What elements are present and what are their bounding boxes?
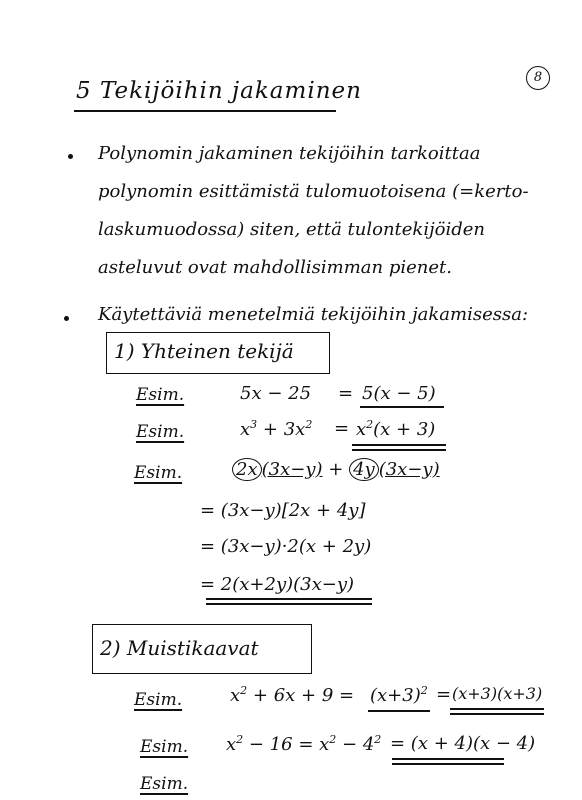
example-label: Esim. (136, 385, 185, 405)
intro-line-3: laskumuodossa) siten, että tulontekijöiden (98, 219, 486, 240)
answer-underline (206, 603, 372, 605)
ex3-step-1: = (3x−y)[2x + 4y] (200, 500, 366, 521)
answer-underline (450, 708, 544, 710)
s2-ex1-lhs: $x^2 + 6x + 9$ = (230, 684, 355, 706)
bullet-dot (68, 154, 73, 159)
common-factor-circle: 4y (349, 458, 379, 481)
title-underline (74, 110, 336, 112)
example-label: Esim. (136, 422, 185, 442)
answer-underline (368, 710, 430, 712)
answer-underline (352, 449, 446, 451)
ex3-expression: 2x (3x−y) + 4y (3x−y) (232, 458, 440, 481)
answer-underline (206, 598, 372, 600)
answer-underline (360, 406, 444, 408)
example-label: Esim. (134, 463, 183, 483)
s2-ex2-lhs: $x^2 - 16 = x^2 - 4^2$ (226, 733, 382, 755)
example-label: Esim. (140, 774, 189, 794)
page-number: 8 (526, 66, 550, 90)
ex2-equals: = (334, 418, 350, 439)
answer-underline (392, 763, 504, 765)
s2-ex1-mid: $(x+3)^2$ (370, 684, 428, 706)
intro-line-4: asteluvut ovat mahdollisimman pienet. (98, 257, 452, 278)
ex1-equals: = (338, 383, 354, 404)
section1-label: 1) Yhteinen tekijä (114, 339, 294, 363)
s2-ex1-rhs: (x+3)(x+3) (452, 684, 543, 703)
bullet-dot (64, 316, 69, 321)
intro-line-2: polynomin esittämistä tulomuotoisena (=kerto- (98, 181, 529, 202)
ex2-rhs: $x^2(x + 3)$ (356, 418, 436, 440)
page-title: 5 Tekijöihin jakaminen (76, 78, 362, 104)
answer-underline (450, 713, 544, 715)
answer-underline (352, 444, 446, 446)
answer-underline (392, 758, 504, 760)
ex3-step-3: = 2(x+2y)(3x−y) (200, 574, 355, 595)
ex1-lhs: 5x − 25 (240, 383, 312, 404)
methods-heading: Käytettäviä menetelmiä tekijöihin jakamisessa: (98, 304, 529, 325)
section2-label: 2) Muistikaavat (100, 636, 259, 660)
ex2-lhs: $x^3 + 3x^2$ (240, 418, 313, 440)
s2-ex2-rhs: = (x + 4)(x − 4) (390, 733, 536, 754)
intro-line-1: Polynomin jakaminen tekijöihin tarkoittaa (98, 143, 481, 164)
ex1-rhs: 5(x − 5) (362, 383, 436, 404)
ex3-step-2: = (3x−y)·2(x + 2y) (200, 536, 372, 557)
common-factor-circle: 2x (232, 458, 262, 481)
example-label: Esim. (134, 690, 183, 710)
s2-ex1-equals: = (436, 684, 452, 705)
example-label: Esim. (140, 737, 189, 757)
